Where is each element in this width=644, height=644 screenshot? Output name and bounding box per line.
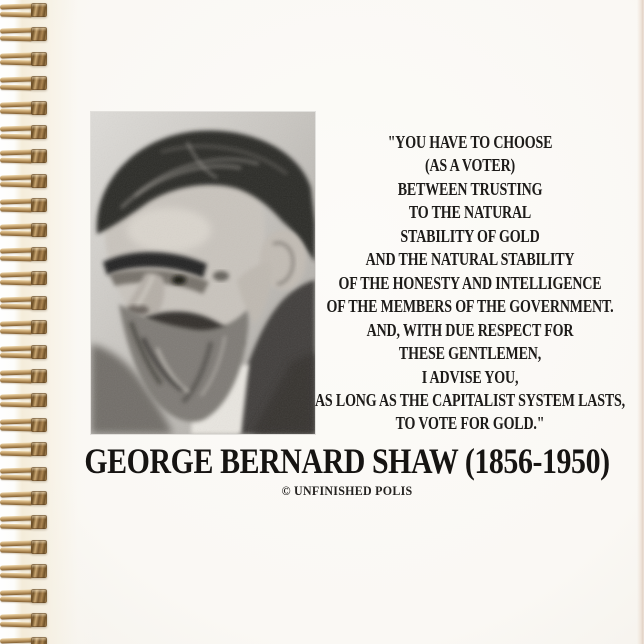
coil-knot <box>31 125 47 139</box>
coil-wire <box>0 418 33 424</box>
coil-knot <box>31 174 47 188</box>
coil-wire <box>0 125 33 131</box>
quote-line: TO VOTE FOR GOLD." <box>395 413 545 434</box>
spiral-coil <box>0 320 50 335</box>
spiral-binding <box>0 0 70 644</box>
quote-line: OF THE HONESTY AND INTELLIGENCE <box>338 272 602 293</box>
page-right-edge <box>637 0 644 644</box>
coil-wire <box>0 109 33 114</box>
coil-knot <box>31 76 47 90</box>
coil-knot <box>31 515 47 529</box>
spiral-coil <box>0 491 50 506</box>
spiral-coil <box>0 174 50 189</box>
portrait-illustration <box>91 112 315 434</box>
spiral-coil <box>0 637 50 644</box>
coil-wire <box>0 247 33 253</box>
coil-wire <box>0 589 33 595</box>
quote-line: TO THE NATURAL <box>408 202 532 223</box>
coil-wire <box>0 77 33 83</box>
coil-wire <box>0 223 33 229</box>
coil-wire <box>0 199 33 205</box>
coil-wire <box>0 84 33 89</box>
coil-wire <box>0 401 33 406</box>
spiral-coil <box>0 418 50 433</box>
coil-knot <box>31 52 47 66</box>
coil-knot <box>31 27 47 41</box>
coil-knot <box>31 101 47 115</box>
coil-wire <box>0 231 33 236</box>
coil-wire <box>0 11 33 16</box>
coil-wire <box>0 28 33 34</box>
spiral-coil <box>0 271 50 286</box>
spiral-coil <box>0 52 50 67</box>
spiral-coil <box>0 76 50 91</box>
coil-knot <box>31 393 47 407</box>
coil-knot <box>31 198 47 212</box>
coil-knot <box>31 247 47 261</box>
coil-wire <box>0 52 33 58</box>
coil-wire <box>0 443 33 449</box>
coil-wire <box>0 3 33 9</box>
coil-knot <box>31 3 47 17</box>
coil-wire <box>0 621 33 626</box>
coil-wire <box>0 304 33 309</box>
spiral-coil <box>0 247 50 262</box>
quote-block <box>302 131 638 436</box>
coil-wire <box>0 101 33 107</box>
coil-wire <box>0 565 33 571</box>
coil-wire <box>0 467 33 473</box>
attribution-title: GEORGE BERNARD SHAW (1856-1950) <box>84 441 610 481</box>
coil-knot <box>31 149 47 163</box>
coil-knot <box>31 442 47 456</box>
coil-wire <box>0 272 33 278</box>
coil-wire <box>0 255 33 260</box>
spiral-coil <box>0 223 50 238</box>
coil-wire <box>0 296 33 302</box>
quote-line: STABILITY OF GOLD <box>400 225 540 246</box>
coil-wire <box>0 206 33 211</box>
coil-knot <box>31 271 47 285</box>
spiral-coil <box>0 345 50 360</box>
coil-knot <box>31 564 47 578</box>
spiral-coil <box>0 3 50 18</box>
coil-wire <box>0 35 33 40</box>
coil-knot <box>31 637 47 644</box>
spiral-coil <box>0 393 50 408</box>
spiral-coil <box>0 198 50 213</box>
coil-knot <box>31 589 47 603</box>
quote-line: (AS A VOTER) <box>424 155 516 176</box>
quote-line: BETWEEN TRUSTING <box>397 178 543 199</box>
coil-wire <box>0 60 33 65</box>
quote-line: OF THE MEMBERS OF THE GOVERNMENT. <box>326 296 614 317</box>
quote-line: "YOU HAVE TO CHOOSE <box>387 132 553 152</box>
coil-knot <box>31 491 47 505</box>
spiral-coil <box>0 125 50 140</box>
quote-line: AS LONG AS THE CAPITALIST SYSTEM LASTS, <box>314 389 626 410</box>
coil-wire <box>0 345 33 351</box>
coil-knot <box>31 345 47 359</box>
spiral-coil <box>0 101 50 116</box>
spiral-coil <box>0 613 50 628</box>
coil-wire <box>0 394 33 400</box>
coil-knot <box>31 467 47 481</box>
coil-knot <box>31 369 47 383</box>
spiral-coil <box>0 442 50 457</box>
spiral-coil <box>0 564 50 579</box>
spiral-coil <box>0 467 50 482</box>
coil-wire <box>0 475 33 480</box>
coil-knot <box>31 613 47 627</box>
portrait-photo <box>91 112 315 434</box>
spiral-coil <box>0 27 50 42</box>
quote-line: AND, WITH DUE RESPECT FOR <box>366 319 574 340</box>
coil-wire <box>0 353 33 358</box>
coil-wire <box>0 328 33 333</box>
quote-line: I ADVISE YOU, <box>421 366 519 387</box>
coil-knot <box>31 320 47 334</box>
coil-wire <box>0 572 33 577</box>
coil-wire <box>0 597 33 602</box>
coil-knot <box>31 540 47 554</box>
coil-wire <box>0 182 33 187</box>
coil-wire <box>0 150 33 156</box>
coil-wire <box>0 491 33 497</box>
coil-wire <box>0 450 33 455</box>
coil-wire <box>0 499 33 504</box>
coil-wire <box>0 540 33 546</box>
coil-wire <box>0 174 33 180</box>
copyright-credit: © UNFINISHED POLIS <box>281 483 413 498</box>
coil-wire <box>0 157 33 162</box>
spiral-coil <box>0 296 50 311</box>
coil-wire <box>0 613 33 619</box>
coil-knot <box>31 418 47 432</box>
coil-wire <box>0 516 33 522</box>
coil-wire <box>0 279 33 284</box>
spiral-coil <box>0 369 50 384</box>
quote-line: AND THE NATURAL STABILITY <box>365 249 575 270</box>
spiral-coil <box>0 149 50 164</box>
coil-wire <box>0 369 33 375</box>
coil-knot <box>31 223 47 237</box>
coil-wire <box>0 133 33 138</box>
spiral-coil <box>0 540 50 555</box>
coil-wire <box>0 548 33 553</box>
spiral-coil <box>0 589 50 604</box>
coil-knot <box>31 296 47 310</box>
coil-wire <box>0 426 33 431</box>
film-grain <box>91 112 315 434</box>
coil-wire <box>0 638 33 644</box>
coil-wire <box>0 377 33 382</box>
quote-line: THESE GENTLEMEN, <box>398 343 542 364</box>
coil-wire <box>0 523 33 528</box>
spiral-coil <box>0 515 50 530</box>
coil-wire <box>0 321 33 327</box>
